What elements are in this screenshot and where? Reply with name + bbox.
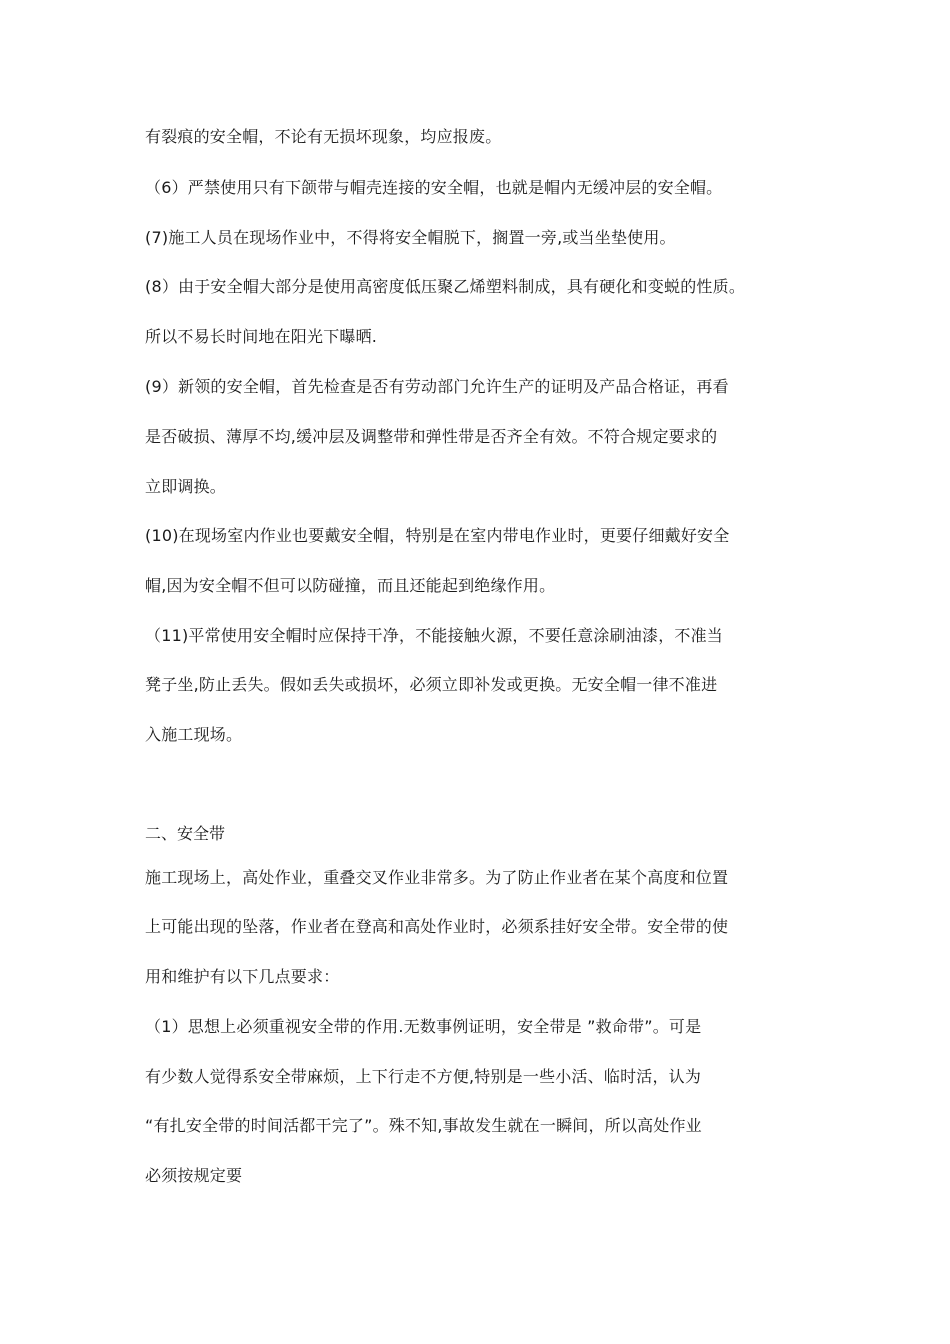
paragraph-line: （11)平常使用安全帽时应保持干净，不能接触火源，不要任意涂刷油漆，不准当 xyxy=(145,626,724,645)
paragraph-line: 必须按规定要 xyxy=(145,1166,243,1185)
section-heading: 二、安全带 xyxy=(145,824,226,843)
paragraph-line: （6）严禁使用只有下颌带与帽壳连接的安全帽，也就是帽内无缓冲层的安全帽。 xyxy=(145,178,723,197)
paragraph-line: 上可能出现的坠落，作业者在登高和高处作业时，必须系挂好安全带。安全带的使 xyxy=(145,917,729,936)
paragraph-line: 有裂痕的安全帽，不论有无损坏现象，均应报废。 xyxy=(145,127,502,146)
paragraph-line: 立即调换。 xyxy=(145,477,227,496)
paragraph-line: 施工现场上，高处作业，重叠交叉作业非常多。为了防止作业者在某个高度和位置 xyxy=(145,868,729,887)
paragraph-line: (8）由于安全帽大部分是使用高密度低压聚乙烯塑料制成，具有硬化和变蜕的性质。 xyxy=(145,277,746,296)
paragraph-line: 是否破损、薄厚不均,缓冲层及调整带和弹性带是否齐全有效。不符合规定要求的 xyxy=(145,427,718,446)
paragraph-line: (10)在现场室内作业也要戴安全帽，特别是在室内带电作业时，更要仔细戴好安全 xyxy=(145,526,730,545)
paragraph-line: 帽,因为安全帽不但可以防碰撞，而且还能起到绝缘作用。 xyxy=(145,576,556,595)
paragraph-line: 所以不易长时间地在阳光下曝晒. xyxy=(145,327,378,346)
paragraph-line: （1）思想上必须重视安全带的作用.无数事例证明，安全带是 ”救命带”。可是 xyxy=(145,1017,702,1036)
paragraph-line: “有扎安全带的时间活都干完了”。殊不知,事故发生就在一瞬间，所以高处作业 xyxy=(145,1116,702,1135)
paragraph-line: (9）新领的安全帽，首先检查是否有劳动部门允许生产的证明及产品合格证，再看 xyxy=(145,377,729,396)
paragraph-line: 凳子坐,防止丢失。假如丢失或损坏，必须立即补发或更换。无安全帽一律不准进 xyxy=(145,675,718,694)
paragraph-line: (7)施工人员在现场作业中，不得将安全帽脱下，搁置一旁,或当坐垫使用。 xyxy=(145,228,676,247)
paragraph-line: 入施工现场。 xyxy=(145,725,243,744)
paragraph-line: 用和维护有以下几点要求： xyxy=(145,967,340,986)
paragraph-line: 有少数人觉得系安全带麻烦，上下行走不方便,特别是一些小活、临时活，认为 xyxy=(145,1067,702,1086)
